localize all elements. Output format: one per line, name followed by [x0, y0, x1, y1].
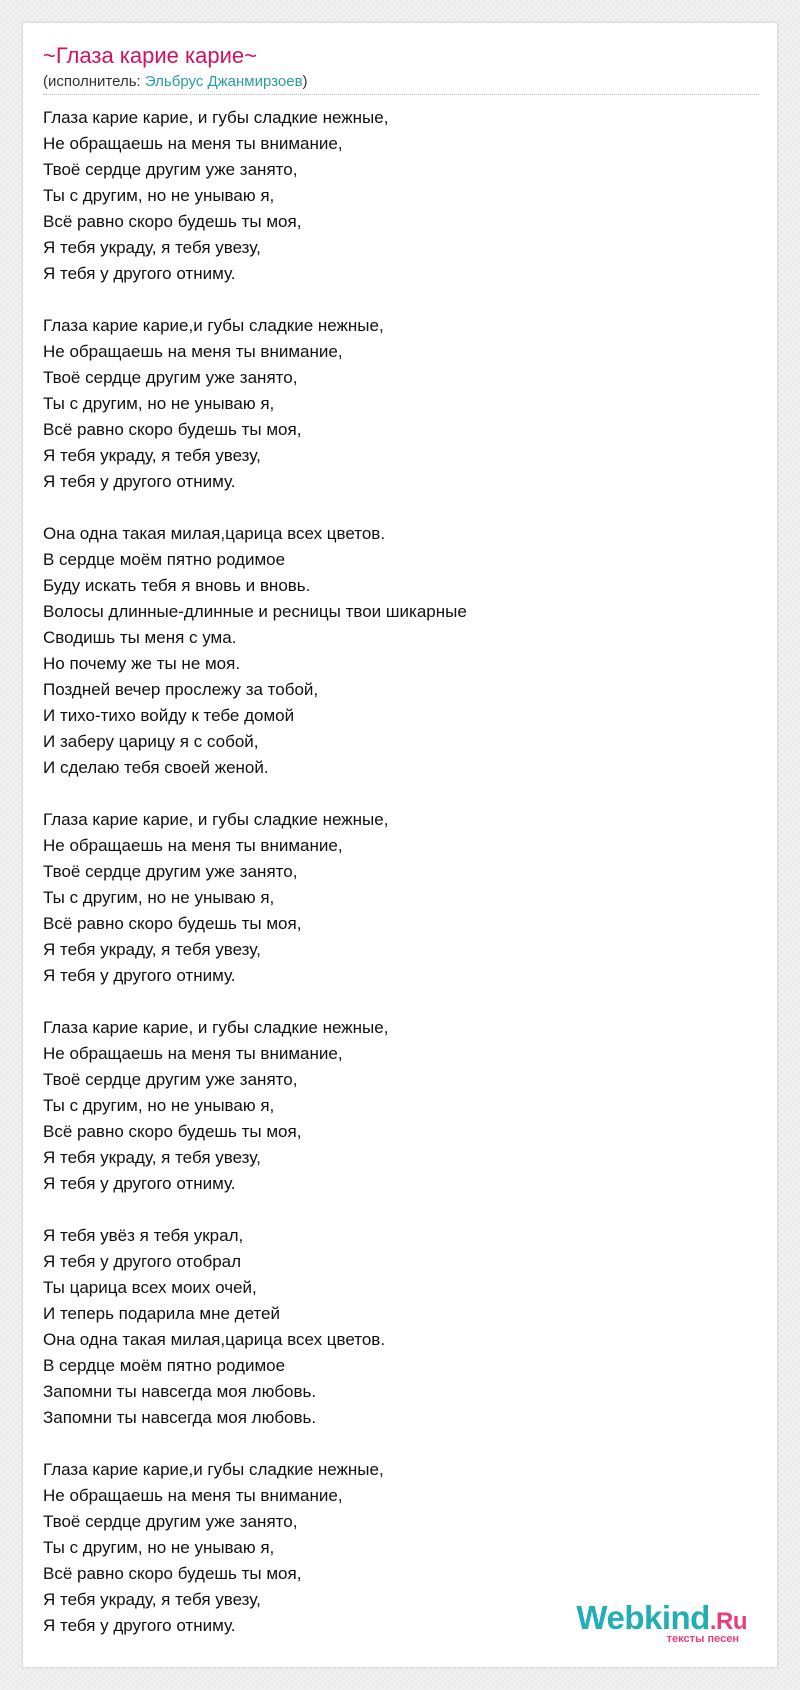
lyric-line: Всё равно скоро будешь ты моя, — [43, 420, 302, 439]
lyrics-card — [22, 22, 778, 1668]
lyric-line: Я тебя у другого отниму. — [43, 472, 236, 491]
lyric-line: Она одна такая милая,царица всех цветов. — [43, 524, 386, 543]
lyric-stanza — [43, 521, 759, 781]
lyric-line: Я тебя у другого отниму. — [43, 1616, 236, 1635]
artist-prefix: (исполнитель: — [43, 73, 145, 90]
logo-brand: Webkind — [576, 1599, 710, 1636]
lyric-line: Поздней вечер прослежу за тобой, — [43, 680, 319, 699]
lyric-line: Я тебя увёз я тебя украл, — [43, 1226, 244, 1245]
lyric-line: Я тебя украду, я тебя увезу, — [43, 1590, 261, 1609]
lyric-line: Ты с другим, но не унываю я, — [43, 186, 275, 205]
lyric-line: Я тебя украду, я тебя увезу, — [43, 940, 261, 959]
lyric-line: В сердце моём пятно родимое — [43, 550, 286, 569]
lyric-stanza — [43, 313, 759, 495]
lyric-line: Твоё сердце другим уже занято, — [43, 1512, 298, 1531]
lyric-line: Глаза карие карие, и губы сладкие нежные, — [43, 1018, 389, 1037]
lyric-line: Ты с другим, но не унываю я, — [43, 888, 275, 907]
lyric-line: Я тебя украду, я тебя увезу, — [43, 1148, 261, 1167]
lyric-line: Я тебя у другого отниму. — [43, 966, 236, 985]
lyric-line: Я тебя у другого отобрал — [43, 1252, 242, 1271]
lyric-line: И тихо-тихо войду к тебе домой — [43, 706, 295, 725]
lyric-line: Я тебя у другого отниму. — [43, 1174, 236, 1193]
lyric-stanza — [43, 1015, 759, 1197]
artist-suffix: ) — [302, 73, 308, 90]
lyric-line: Ты с другим, но не унываю я, — [43, 394, 275, 413]
lyric-line: Она одна такая милая,царица всех цветов. — [43, 1330, 386, 1349]
lyric-line: Но почему же ты не моя. — [43, 654, 241, 673]
lyric-line: Ты с другим, но не унываю я, — [43, 1538, 275, 1557]
lyric-line: Всё равно скоро будешь ты моя, — [43, 1122, 302, 1141]
lyric-line: Запомни ты навсегда моя любовь. — [43, 1408, 317, 1427]
lyric-line: В сердце моём пятно родимое — [43, 1356, 286, 1375]
lyric-line: И сделаю тебя своей женой. — [43, 758, 269, 777]
lyric-line: И заберу царицу я с собой, — [43, 732, 259, 751]
lyric-line: Я тебя украду, я тебя увезу, — [43, 238, 261, 257]
lyric-line: Глаза карие карие, и губы сладкие нежные, — [43, 810, 389, 829]
lyric-line: Запомни ты навсегда моя любовь. — [43, 1382, 317, 1401]
lyric-line: Твоё сердце другим уже занято, — [43, 862, 298, 881]
lyric-line: Буду искать тебя я вновь и вновь. — [43, 576, 311, 595]
lyric-line: Сводишь ты меня с ума. — [43, 628, 237, 647]
lyric-line: Волосы длинные-длинные и ресницы твои шикарные — [43, 602, 467, 621]
lyric-line: Не обращаешь на меня ты внимание, — [43, 1486, 343, 1505]
lyric-line: Глаза карие карие,и губы сладкие нежные, — [43, 316, 384, 335]
logo-tagline: тексты песен — [666, 1633, 739, 1645]
artist-line — [43, 73, 308, 91]
lyric-line: Не обращаешь на меня ты внимание, — [43, 1044, 343, 1063]
artist-link[interactable]: Эльбрус Джанмирзоев — [144, 73, 303, 90]
lyric-line: Всё равно скоро будешь ты моя, — [43, 1564, 302, 1583]
lyric-line: Глаза карие карие, и губы сладкие нежные, — [43, 108, 389, 127]
lyric-line: Не обращаешь на меня ты внимание, — [43, 342, 343, 361]
header-divider — [43, 94, 759, 95]
lyric-line: Не обращаешь на меня ты внимание, — [43, 134, 343, 153]
lyric-line: Глаза карие карие,и губы сладкие нежные, — [43, 1460, 384, 1479]
lyric-line: Я тебя украду, я тебя увезу, — [43, 446, 261, 465]
lyric-line: Твоё сердце другим уже занято, — [43, 1070, 298, 1089]
site-logo[interactable] — [547, 1599, 747, 1649]
lyric-stanza — [43, 807, 759, 989]
lyric-line: Я тебя у другого отниму. — [43, 264, 236, 283]
lyric-line: И теперь подарила мне детей — [43, 1304, 281, 1323]
song-title: ~Глаза карие карие~ — [43, 43, 257, 68]
lyric-line: Ты с другим, но не унываю я, — [43, 1096, 275, 1115]
lyric-line: Всё равно скоро будешь ты моя, — [43, 914, 302, 933]
lyric-line: Ты царица всех моих очей, — [43, 1278, 257, 1297]
lyric-stanza — [43, 1223, 759, 1431]
lyric-line: Всё равно скоро будешь ты моя, — [43, 212, 302, 231]
lyric-line: Твоё сердце другим уже занято, — [43, 368, 298, 387]
lyric-line: Твоё сердце другим уже занято, — [43, 160, 298, 179]
lyric-stanza — [43, 105, 759, 287]
lyric-line: Не обращаешь на меня ты внимание, — [43, 836, 343, 855]
logo-tld: .Ru — [709, 1608, 747, 1635]
lyrics-body — [43, 105, 759, 1665]
